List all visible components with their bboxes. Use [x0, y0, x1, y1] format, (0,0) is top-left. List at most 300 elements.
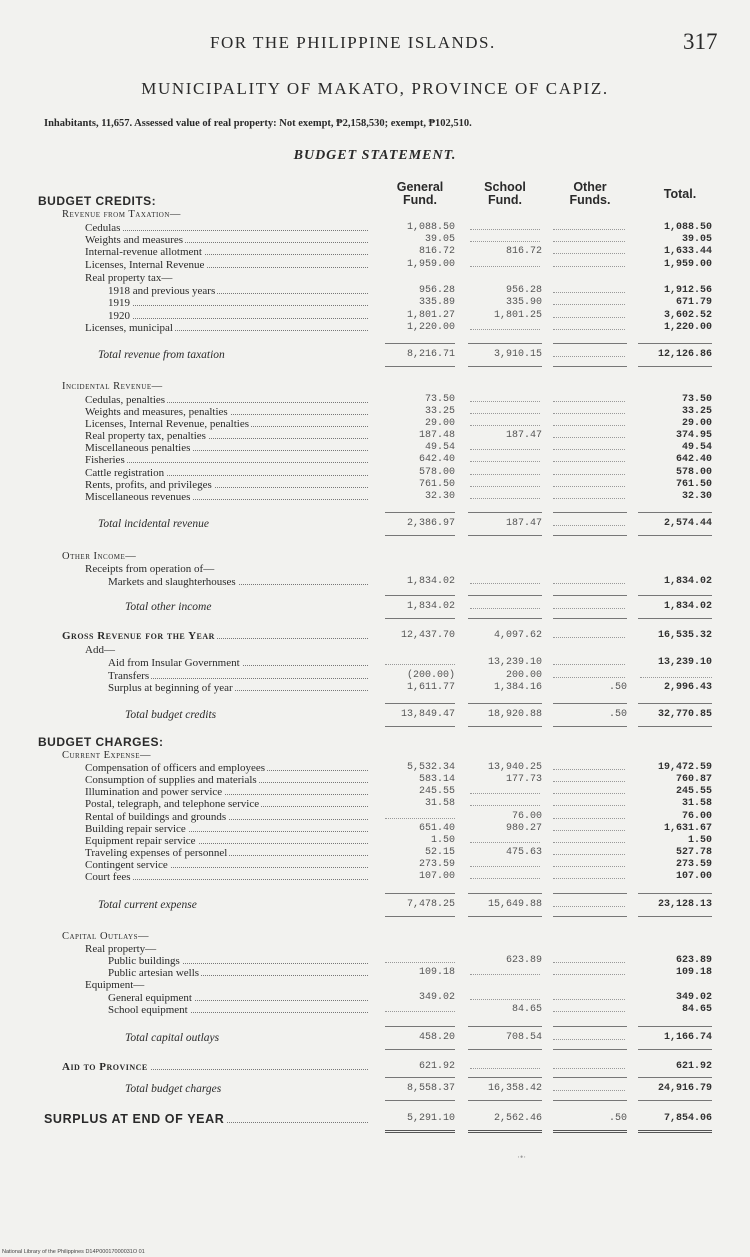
- table-row: [0, 736, 750, 750]
- total-value: 2,574.44: [663, 518, 712, 529]
- empty-cell-leader: [470, 413, 540, 414]
- empty-cell-leader: [553, 413, 625, 414]
- total-value: 109.18: [675, 967, 712, 978]
- general-fund-value: 1,220.00: [406, 322, 455, 333]
- total-value: 1,959.00: [663, 259, 712, 270]
- total-value: 24,916.79: [657, 1083, 712, 1094]
- total-rule: [553, 366, 627, 367]
- total-rule: [638, 1049, 712, 1050]
- school-fund-value: 475.63: [505, 847, 542, 858]
- total-value: 49.54: [681, 442, 712, 453]
- total-rule: [638, 535, 712, 536]
- school-fund-value: 15,649.88: [487, 899, 542, 910]
- empty-cell-leader: [470, 461, 540, 462]
- row-label: Capital Outlays—: [62, 931, 150, 942]
- total-value: 1,220.00: [663, 322, 712, 333]
- total-value: 578.00: [675, 467, 712, 478]
- row-label: Rental of buildings and grounds: [85, 811, 227, 823]
- school-fund-value: 1,801.25: [493, 310, 542, 321]
- empty-cell-leader: [553, 769, 625, 770]
- empty-cell-leader: [470, 583, 540, 584]
- empty-cell-leader: [470, 401, 540, 402]
- empty-cell-leader: [470, 474, 540, 475]
- row-label: Aid to Province: [62, 1061, 148, 1073]
- subtotal-rule: [638, 1026, 712, 1027]
- empty-cell-leader: [385, 1011, 455, 1012]
- school-fund-value: 200.00: [505, 670, 542, 681]
- total-rule: [468, 726, 542, 727]
- total-rule: [468, 916, 542, 917]
- col-general-label: General Fund.: [396, 180, 444, 207]
- row-label: Total current expense: [98, 899, 197, 911]
- table-row: [0, 943, 750, 955]
- row-label: Licenses, municipal: [85, 322, 173, 334]
- school-fund-value: 3,910.15: [493, 349, 542, 360]
- total-value: 2,996.43: [663, 682, 712, 693]
- total-value: 32.30: [681, 491, 712, 502]
- row-label: Consumption of supplies and materials: [85, 774, 257, 786]
- empty-cell-leader: [553, 805, 625, 806]
- empty-cell-leader: [553, 498, 625, 499]
- row-label: Traveling expenses of personnel: [85, 847, 228, 859]
- col-total-label: Total.: [663, 187, 697, 201]
- table-row: [0, 576, 750, 588]
- total-value: 31.58: [681, 798, 712, 809]
- subtotal-rule: [638, 512, 712, 513]
- school-fund-value: 2,562.46: [493, 1113, 542, 1124]
- total-rule: [385, 1049, 455, 1050]
- total-value: 23,128.13: [657, 899, 712, 910]
- total-rule: [385, 535, 455, 536]
- table-row: [0, 930, 750, 944]
- subtotal-rule: [553, 343, 627, 344]
- table-row: [0, 259, 750, 271]
- school-fund-value: 16,358.42: [487, 1083, 542, 1094]
- general-fund-value: 5,532.34: [406, 762, 455, 773]
- school-fund-value: 76.00: [511, 811, 542, 822]
- school-fund-value: 13,940.25: [487, 762, 542, 773]
- total-value: 84.65: [681, 1004, 712, 1015]
- total-rule: [385, 916, 455, 917]
- subtotal-rule: [385, 1077, 455, 1078]
- table-row: [0, 1083, 750, 1095]
- empty-cell-leader: [553, 818, 625, 819]
- empty-cell-leader: [470, 1068, 540, 1069]
- table-row: [0, 322, 750, 334]
- subtotal-rule: [638, 343, 712, 344]
- subtotal-rule: [385, 595, 455, 596]
- row-label: Total capital outlays: [125, 1032, 220, 1044]
- empty-cell-leader: [553, 830, 625, 831]
- general-fund-value: 578.00: [418, 467, 455, 478]
- empty-cell-leader: [553, 437, 625, 438]
- general-fund-value: 956.28: [418, 285, 455, 296]
- school-fund-value: 1,384.16: [493, 682, 542, 693]
- total-value: 1,631.67: [663, 823, 712, 834]
- total-rule: [553, 916, 627, 917]
- empty-cell-leader: [385, 664, 455, 665]
- school-fund-value: 187.47: [505, 430, 542, 441]
- general-fund-value: 5,291.10: [406, 1113, 455, 1124]
- table-row: [0, 1061, 750, 1073]
- school-fund-value: 980.27: [505, 823, 542, 834]
- school-fund-value: 708.54: [505, 1032, 542, 1043]
- total-rule: [385, 618, 455, 619]
- general-fund-value: 52.15: [424, 847, 455, 858]
- row-label: Miscellaneous revenues: [85, 491, 191, 503]
- subtotal-rule: [553, 703, 627, 704]
- subtotal-rule: [638, 1077, 712, 1078]
- row-label: Real property—: [85, 943, 157, 955]
- empty-cell-leader: [470, 449, 540, 450]
- total-value: 623.89: [675, 955, 712, 966]
- table-row: [0, 195, 750, 209]
- table-row: [0, 823, 750, 835]
- final-double-rule: [553, 1130, 627, 1133]
- total-rule: [468, 535, 542, 536]
- total-rule: [385, 1100, 455, 1101]
- table-row: [0, 467, 750, 479]
- row-label: Cattle registration: [85, 467, 165, 479]
- general-fund-value: 273.59: [418, 859, 455, 870]
- other-funds-value: .50: [608, 682, 627, 693]
- empty-cell-leader: [553, 486, 625, 487]
- row-label: 1919: [108, 297, 130, 309]
- empty-cell-leader: [470, 878, 540, 879]
- empty-cell-leader: [553, 974, 625, 975]
- total-rule: [468, 618, 542, 619]
- table-row: [0, 442, 750, 454]
- row-label: Licenses, Internal Revenue: [85, 259, 205, 271]
- total-value: 1,633.44: [663, 246, 712, 257]
- general-fund-value: 1,801.27: [406, 310, 455, 321]
- total-value: 671.79: [675, 297, 712, 308]
- row-label: Public buildings: [108, 955, 180, 967]
- empty-cell-leader: [553, 525, 625, 526]
- table-row: [0, 430, 750, 442]
- empty-cell-leader: [470, 241, 540, 242]
- total-value: 642.40: [675, 454, 712, 465]
- row-label: Real property tax—: [85, 272, 173, 284]
- general-fund-value: 761.50: [418, 479, 455, 490]
- running-title: FOR THE PHILIPPINE ISLANDS.: [210, 33, 496, 52]
- table-row: [0, 847, 750, 859]
- subtotal-rule: [385, 1026, 455, 1027]
- row-label: Licenses, Internal Revenue, penalties: [85, 418, 250, 430]
- row-label: Miscellaneous penalties: [85, 442, 191, 454]
- scan-footer: National Library of the Philippines D14P00017000031O 01: [2, 1249, 145, 1255]
- general-fund-value: 1,611.77: [406, 682, 455, 693]
- subtotal-rule: [385, 893, 455, 894]
- total-value: 1,834.02: [663, 601, 712, 612]
- empty-cell-leader: [470, 842, 540, 843]
- empty-cell-leader: [385, 962, 455, 963]
- empty-cell-leader: [553, 241, 625, 242]
- table-row: [0, 1004, 750, 1016]
- row-label: Total other income: [125, 601, 212, 613]
- total-value: 761.50: [675, 479, 712, 490]
- table-row: [0, 394, 750, 406]
- total-value: 1,166.74: [663, 1032, 712, 1043]
- general-fund-value: 335.89: [418, 297, 455, 308]
- row-label: General equipment: [108, 992, 192, 1004]
- total-value: 760.87: [675, 774, 712, 785]
- empty-cell-leader: [553, 229, 625, 230]
- table-row: [0, 479, 750, 491]
- total-value: 73.50: [681, 394, 712, 405]
- subtotal-rule: [385, 703, 455, 704]
- empty-cell-leader: [553, 356, 625, 357]
- subtotal-rule: [553, 512, 627, 513]
- school-fund-value: 84.65: [511, 1004, 542, 1015]
- table-row: [0, 310, 750, 322]
- empty-cell-leader: [470, 608, 540, 609]
- row-label: Equipment—: [85, 979, 145, 991]
- empty-cell-leader: [553, 608, 625, 609]
- general-fund-value: 245.55: [418, 786, 455, 797]
- empty-cell-leader: [470, 866, 540, 867]
- total-rule: [638, 366, 712, 367]
- total-value: 1,088.50: [663, 222, 712, 233]
- final-double-rule: [638, 1130, 712, 1133]
- subtotal-rule: [638, 595, 712, 596]
- general-fund-value: 7,478.25: [406, 899, 455, 910]
- other-funds-value: .50: [608, 1113, 627, 1124]
- total-rule: [638, 726, 712, 727]
- table-row: [0, 272, 750, 284]
- total-value: 33.25: [681, 406, 712, 417]
- empty-cell-leader: [553, 906, 625, 907]
- total-value: 527.78: [675, 847, 712, 858]
- table-row: [0, 967, 750, 979]
- total-rule: [553, 1049, 627, 1050]
- empty-cell-leader: [553, 253, 625, 254]
- empty-cell-leader: [553, 317, 625, 318]
- empty-cell-leader: [553, 1068, 625, 1069]
- total-value: 19,472.59: [657, 762, 712, 773]
- general-fund-value: 8,216.71: [406, 349, 455, 360]
- general-fund-value: 2,386.97: [406, 518, 455, 529]
- general-fund-value: 73.50: [424, 394, 455, 405]
- row-label: Total budget charges: [125, 1083, 222, 1095]
- table-row: [0, 682, 750, 694]
- general-fund-value: (200.00): [406, 670, 455, 681]
- total-rule: [468, 1049, 542, 1050]
- total-rule: [638, 618, 712, 619]
- empty-cell-leader: [470, 266, 540, 267]
- table-row: [0, 630, 750, 642]
- total-rule: [468, 1100, 542, 1101]
- row-label: Postal, telegraph, and telephone service: [85, 798, 260, 810]
- row-label: Transfers: [108, 670, 150, 682]
- general-fund-value: 39.05: [424, 234, 455, 245]
- empty-cell-leader: [553, 866, 625, 867]
- empty-cell-leader: [553, 664, 625, 665]
- general-fund-value: 31.58: [424, 798, 455, 809]
- table-row: [0, 550, 750, 564]
- total-value: 1,834.02: [663, 576, 712, 587]
- row-label: Illumination and power service: [85, 786, 223, 798]
- row-label: Receipts from operation of—: [85, 563, 215, 575]
- total-rule: [385, 726, 455, 727]
- total-value: 12,126.86: [657, 349, 712, 360]
- table-row: [0, 418, 750, 430]
- table-row: [0, 563, 750, 575]
- page-number: 317: [683, 29, 718, 54]
- empty-cell-leader: [553, 583, 625, 584]
- total-value: 621.92: [675, 1061, 712, 1072]
- general-fund-value: 642.40: [418, 454, 455, 465]
- empty-cell-leader: [553, 999, 625, 1000]
- school-fund-value: 177.73: [505, 774, 542, 785]
- row-label: 1920: [108, 310, 130, 322]
- empty-cell-leader: [553, 425, 625, 426]
- row-label: SURPLUS AT END OF YEAR: [44, 1113, 225, 1126]
- empty-cell-leader: [553, 854, 625, 855]
- total-value: 29.00: [681, 418, 712, 429]
- table-row: [0, 871, 750, 883]
- school-fund-value: 187.47: [505, 518, 542, 529]
- row-label: Internal-revenue allotment: [85, 246, 202, 258]
- empty-cell-leader: [553, 637, 625, 638]
- general-fund-value: 583.14: [418, 774, 455, 785]
- col-other-label: Other Funds.: [569, 180, 611, 207]
- subtotal-rule: [638, 893, 712, 894]
- row-label: Contingent service: [85, 859, 168, 871]
- empty-cell-leader: [553, 878, 625, 879]
- final-double-rule: [468, 1130, 542, 1133]
- row-label: Public artesian wells: [108, 967, 200, 979]
- general-fund-value: 651.40: [418, 823, 455, 834]
- row-label: Building repair service: [85, 823, 186, 835]
- general-fund-value: 13,849.47: [400, 709, 455, 720]
- row-label: Rents, profits, and privileges: [85, 479, 212, 491]
- general-fund-value: 349.02: [418, 992, 455, 1003]
- empty-cell-leader: [553, 1090, 625, 1091]
- general-fund-value: 29.00: [424, 418, 455, 429]
- row-label: Revenue from Taxation—: [62, 209, 181, 220]
- general-fund-value: 621.92: [418, 1061, 455, 1072]
- empty-cell-leader: [470, 425, 540, 426]
- empty-cell-leader: [470, 329, 540, 330]
- general-fund-value: 816.72: [418, 246, 455, 257]
- school-fund-value: 816.72: [505, 246, 542, 257]
- empty-cell-leader: [470, 229, 540, 230]
- table-row: [0, 1113, 750, 1125]
- table-row: [0, 208, 750, 222]
- subtotal-rule: [468, 1026, 542, 1027]
- empty-cell-leader: [553, 401, 625, 402]
- table-row: [0, 349, 750, 361]
- empty-cell-leader: [553, 781, 625, 782]
- general-fund-value: 33.25: [424, 406, 455, 417]
- subtotal-rule: [553, 1077, 627, 1078]
- total-value: 245.55: [675, 786, 712, 797]
- general-fund-value: 8,558.37: [406, 1083, 455, 1094]
- table-row: [0, 670, 750, 682]
- table-row: [0, 222, 750, 234]
- table-row: [0, 786, 750, 798]
- table-row: [0, 955, 750, 967]
- row-label: Total incidental revenue: [98, 518, 209, 530]
- total-value: 273.59: [675, 859, 712, 870]
- row-label: School equipment: [108, 1004, 188, 1016]
- table-row: [0, 406, 750, 418]
- subtotal-rule: [385, 343, 455, 344]
- row-label: Other Income—: [62, 551, 137, 562]
- general-fund-value: 32.30: [424, 491, 455, 502]
- total-rule: [553, 1100, 627, 1101]
- row-label: Real property tax, penalties: [85, 430, 206, 442]
- total-value: 13,239.10: [657, 657, 712, 668]
- total-rule: [553, 726, 627, 727]
- table-row: [0, 992, 750, 1004]
- total-value: 374.95: [675, 430, 712, 441]
- empty-cell-leader: [470, 805, 540, 806]
- table-row: [0, 798, 750, 810]
- table-row: [0, 774, 750, 786]
- empty-cell-leader: [470, 999, 540, 1000]
- empty-cell-leader: [553, 304, 625, 305]
- row-label: Fisheries: [85, 454, 125, 466]
- general-fund-value: 458.20: [418, 1032, 455, 1043]
- row-label: Markets and slaughterhouses: [108, 576, 236, 588]
- row-label: Equipment repair service: [85, 835, 196, 847]
- general-fund-value: 1.50: [430, 835, 455, 846]
- subtotal-rule: [468, 343, 542, 344]
- table-row: [0, 979, 750, 991]
- subtotal-rule: [553, 1026, 627, 1027]
- row-label: Compensation of officers and employees: [85, 762, 266, 774]
- row-label: Weights and measures: [85, 234, 184, 246]
- table-row: [0, 762, 750, 774]
- row-label: Gross Revenue for the Year: [62, 630, 215, 642]
- row-label: Total revenue from taxation: [98, 349, 225, 361]
- row-label: 1918 and previous years: [108, 285, 216, 297]
- table-row: [0, 749, 750, 763]
- col-school-label: School Fund.: [484, 180, 526, 207]
- municipality-heading: MUNICIPALITY OF MAKATO, PROVINCE OF CAPIZ.: [141, 79, 609, 98]
- total-value: 349.02: [675, 992, 712, 1003]
- empty-cell-leader: [470, 486, 540, 487]
- empty-cell-leader: [553, 962, 625, 963]
- subtotal-rule: [385, 512, 455, 513]
- general-fund-value: 109.18: [418, 967, 455, 978]
- table-row: [0, 835, 750, 847]
- school-fund-value: 4,097.62: [493, 630, 542, 641]
- general-fund-value: 107.00: [418, 871, 455, 882]
- table-row: [0, 285, 750, 297]
- empty-cell-leader: [553, 1011, 625, 1012]
- table-row: [0, 811, 750, 823]
- subtotal-rule: [553, 595, 627, 596]
- empty-cell-leader: [553, 449, 625, 450]
- total-rule: [553, 618, 627, 619]
- empty-cell-leader: [470, 793, 540, 794]
- table-row: [0, 518, 750, 530]
- page-header: [0, 29, 750, 59]
- final-double-rule: [385, 1130, 455, 1133]
- school-fund-value: 623.89: [505, 955, 542, 966]
- total-value: 39.05: [681, 234, 712, 245]
- row-label: Current Expense—: [62, 750, 151, 761]
- total-value: 107.00: [675, 871, 712, 882]
- table-row: [0, 246, 750, 258]
- table-row: [0, 859, 750, 871]
- row-label: Cedulas, penalties: [85, 394, 166, 406]
- subtotal-rule: [468, 893, 542, 894]
- ink-smudge: ·•·: [517, 1152, 527, 1162]
